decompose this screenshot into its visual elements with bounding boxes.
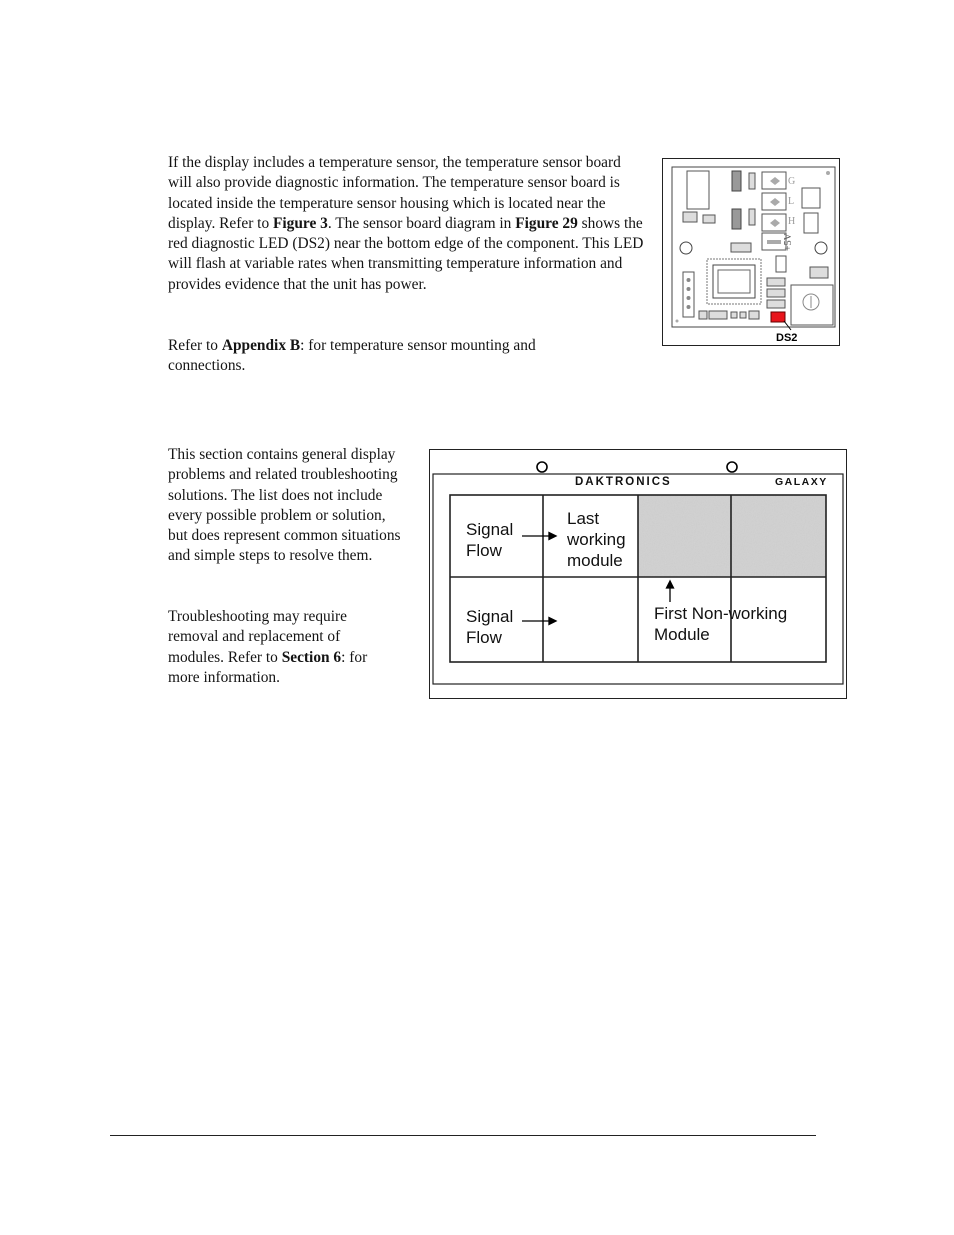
pin-label-h: H	[788, 216, 796, 227]
link-appendix-b: Appendix B	[221, 337, 301, 354]
pin-label-g: G	[788, 176, 796, 187]
link-figure-3: Figure 3	[273, 214, 328, 232]
footer-divider	[110, 1135, 816, 1136]
sensor-board-figure	[662, 158, 840, 346]
paragraph-temp-sensor: If the display includes a temperature sensor, the temperature sensor board will also provide diagnostic information. The temperature sensor board is located inside the temperature sensor housing which is located near the display. Refer to Figure 3. The sensor board diagram in Figure 29 shows the red diagnostic LED (DS2) near the bottom edge of the component. This LED will flash at variable rates when transmitting temperature information and provides evidence that the unit has power.	[168, 154, 644, 293]
brand-galaxy: GALAXY	[775, 476, 828, 488]
link-section-6: Section 6	[281, 648, 342, 666]
label-last-working-module: Last working module	[567, 509, 626, 570]
label-signal-flow-top: Signal Flow	[466, 520, 514, 560]
label-signal-flow-bottom: Signal Flow	[466, 607, 514, 647]
paragraph-modules-note: Troubleshooting may require removal and replacement of modules. Refer to Section 6: for more information.	[168, 608, 368, 686]
label-first-non-working-module: First Non-working Module	[654, 604, 788, 644]
pin-label-l: L	[788, 196, 795, 207]
led-label: DS2	[776, 332, 798, 344]
link-figure-29: Figure 29	[515, 214, 578, 232]
brand-daktronics: DAKTRONICS	[575, 476, 672, 488]
module-signal-flow-figure	[429, 449, 847, 699]
sensor-board-drawing	[663, 159, 839, 345]
led-ds2	[771, 312, 785, 322]
pin-label-5v: +5V	[783, 233, 794, 251]
paragraph-appendix-ref: Refer to Appendix B: for temperature sensor mounting and connections.	[168, 337, 536, 375]
paragraph-section-intro: This section contains general display problems and related troubleshooting solutions. The list does not include every possible problem or solution, but does represent common situations and simple steps to resolve them.	[168, 446, 401, 565]
